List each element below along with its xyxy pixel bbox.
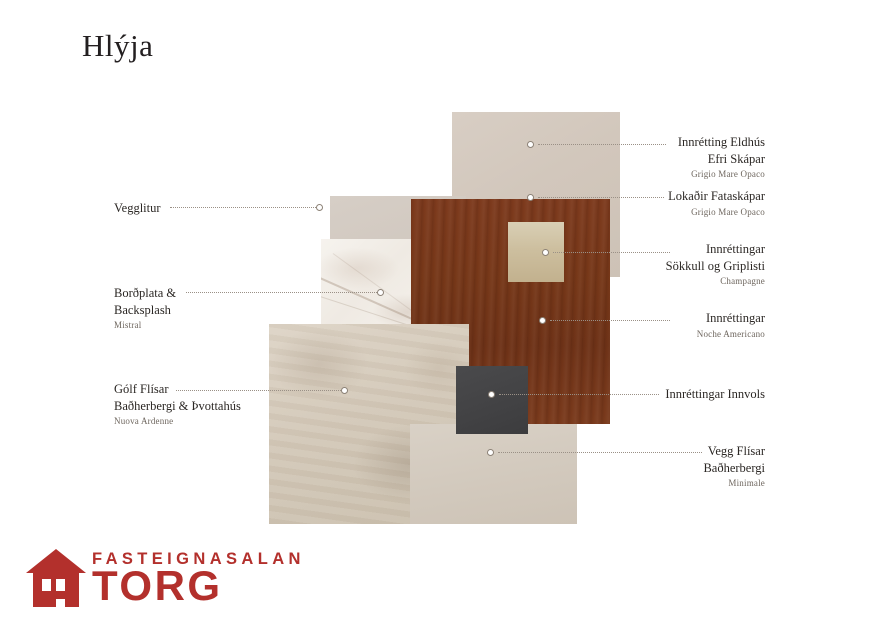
label-line1: Borðplata & <box>114 286 177 300</box>
label-golf-flisar <box>114 381 294 428</box>
marker-bordplata <box>377 289 384 296</box>
label-sub: Noche Americano <box>696 328 765 339</box>
marker-vegg-flisar <box>487 449 494 456</box>
label-line1: Vegg Flísar <box>707 444 765 458</box>
marker-innretting-eldhus <box>527 141 534 148</box>
page-title: Hlýja <box>82 28 154 63</box>
label-line1: Innréttingar Innvols <box>665 387 765 401</box>
label-sub: Grigio Mare Opaco <box>691 169 765 180</box>
label-sub: Nuova Ardenne <box>114 416 174 427</box>
label-sub: Champagne <box>720 276 765 287</box>
torg-house-icon <box>24 547 88 609</box>
label-innrettingar-innvols <box>615 386 765 403</box>
label-line1: Innrétting Eldhús <box>677 135 765 149</box>
swatch-wall-tile-minimale <box>410 424 577 524</box>
label-line2: Sökkull og Griplisti <box>665 258 765 273</box>
label-vegglitur <box>114 200 264 217</box>
marker-innrettingar-innvols <box>488 391 495 398</box>
marker-sokkull-griplisti <box>542 249 549 256</box>
logo-brand-main: TORG <box>92 562 223 609</box>
label-line1: Gólf Flísar <box>114 382 169 396</box>
marker-vegglitur <box>316 204 323 211</box>
label-sub: Mistral <box>114 320 142 331</box>
label-line1: Innréttingar <box>705 242 765 256</box>
label-sub: Minimale <box>728 478 765 489</box>
marker-innrettingar-noche <box>539 317 546 324</box>
label-sokkull-griplisti <box>620 241 765 288</box>
marker-golf-flisar <box>341 387 348 394</box>
label-line2: Baðherbergi & Þvottahús <box>114 398 241 413</box>
label-sub: Grigio Mare Opaco <box>691 206 765 217</box>
label-line2: Backsplash <box>114 302 171 317</box>
label-line1: Innréttingar <box>705 311 765 325</box>
label-line2: Efri Skápar <box>707 151 765 166</box>
label-innrettingar-noche <box>620 310 765 341</box>
label-line1: Vegglitur <box>114 201 161 215</box>
company-logo <box>18 543 305 611</box>
marker-lokadir-fataskapar <box>527 194 534 201</box>
label-vegg-flisar <box>620 443 765 490</box>
label-line1: Lokaðir Fataskápar <box>668 189 765 203</box>
label-bordplata-backsplash <box>114 285 274 332</box>
label-innretting-eldhus <box>620 134 765 181</box>
swatch-cabinet-interior <box>456 366 528 434</box>
label-line2: Baðherbergi <box>703 460 765 475</box>
label-lokadir-fataskapar <box>618 188 765 219</box>
logo-brand-top: FASTEIGNASALAN <box>92 550 305 568</box>
